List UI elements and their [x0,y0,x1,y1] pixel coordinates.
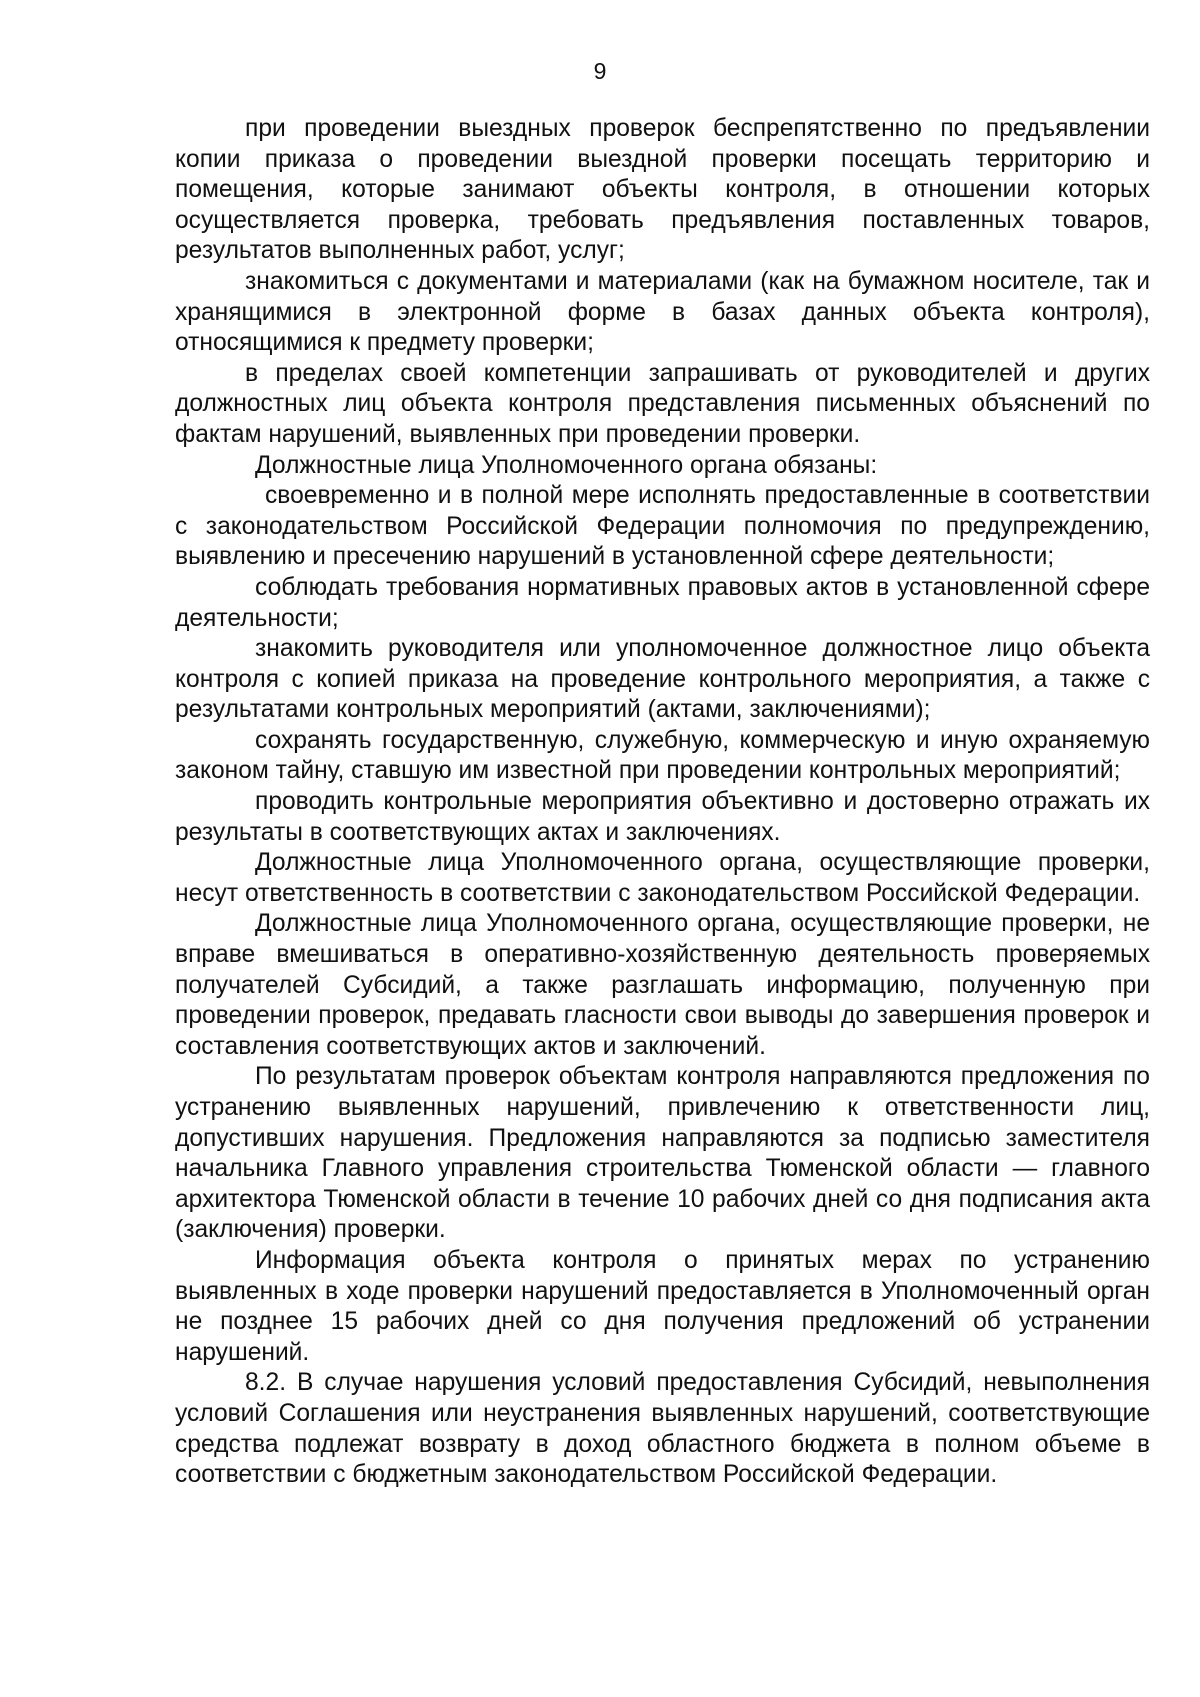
paragraph-exercise-powers: своевременно и в полной мере исполнять предоставленные в соответствии с законодательством Российской Федерации полномочия по предупреждению, выявлению и пресечению нарушений в установленной сфере деятельности; [175,482,1150,571]
paragraph-measures-information: Информация объекта контроля о принятых мерах по устранению выявленных в ходе проверки нарушений предоставляется в Уполномоченный орган не позднее 15 рабочих дней со дня получения предложений об устранении нарушений. [175,1246,1150,1366]
paragraph-comply-requirements: соблюдать требования нормативных правовых актов в установленной сфере деятельности; [175,573,1150,632]
paragraph-officials-obliged: Должностные лица Уполномоченного органа обязаны: [255,451,878,479]
paragraph-inspection-results: По результатам проверок объектам контроля направляются предложения по устранению выявленных нарушений, привлечению к ответственности лиц, допустивших нарушения. Предложения направляются за подписью заместителя начальника Главного управления строительства Тюменской области — главного архитектора Тюменской области в течение 10 рабочих дней со дня подписания акта (заключения) проверки. [175,1063,1150,1244]
paragraph-familiarize-head: знакомить руководителя или уполномоченное должностное лицо объекта контроля с копией приказа на проведение контрольного мероприятия, а также с результатами контрольных мероприятий (актами, заключениями); [175,635,1150,724]
paragraph-officials-responsibility: Должностные лица Уполномоченного органа, осуществляющие проверки, несут ответственность в соответствии с законодательством Российской Федерации. [175,849,1150,907]
paragraph-no-interference: Должностные лица Уполномоченного органа, осуществляющие проверки, не вправе вмешиваться в оперативно-хозяйственную деятельность проверяемых получателей Субсидий, а также разглашать информацию, полученную при проведении проверок, предавать гласности свои выводы до завершения проверок и составления соответствующих актов и заключений. [175,910,1150,1060]
document-body [175,114,1150,1491]
paragraph-review-documents: знакомиться с документами и материалами (как на бумажном носителе, так и хранящимися в электронной форме в базах данных объекта контроля), относящимися к предмету проверки; [175,267,1150,357]
page-number: 9 [593,58,607,84]
paragraph-request-explanations: в пределах своей компетенции запрашивать от руководителей и других должностных лиц объекта контроля представления письменных объяснений по фактам нарушений, выявленных при проведении проверки. [175,359,1150,448]
paragraph-keep-secrets: сохранять государственную, служебную, коммерческую и иную охраняемую законом тайну, ставшую им известной при проведении контрольных мероприятий; [175,726,1150,785]
paragraph-section-8-2: 8.2. В случае нарушения условий предоставления Субсидий, невыполнения условий Соглашения или неустранения выявленных нарушений, соответствующие средства подлежат возврату в доход областного бюджета в полном объеме в соответствии с бюджетным законодательством Российской Федерации. [175,1369,1150,1489]
paragraph-site-visit-rights: при проведении выездных проверок беспрепятственно по предъявлении копии приказа о проведении выездной проверки посещать территорию и помещения, которые занимают объекты контроля, в отношении которых осуществляется проверка, требовать предъявления поставленных товаров, результатов выполненных работ, услуг; [175,115,1150,265]
paragraph-conduct-objectively: проводить контрольные мероприятия объективно и достоверно отражать их результаты в соответствующих актах и заключениях. [175,788,1150,846]
